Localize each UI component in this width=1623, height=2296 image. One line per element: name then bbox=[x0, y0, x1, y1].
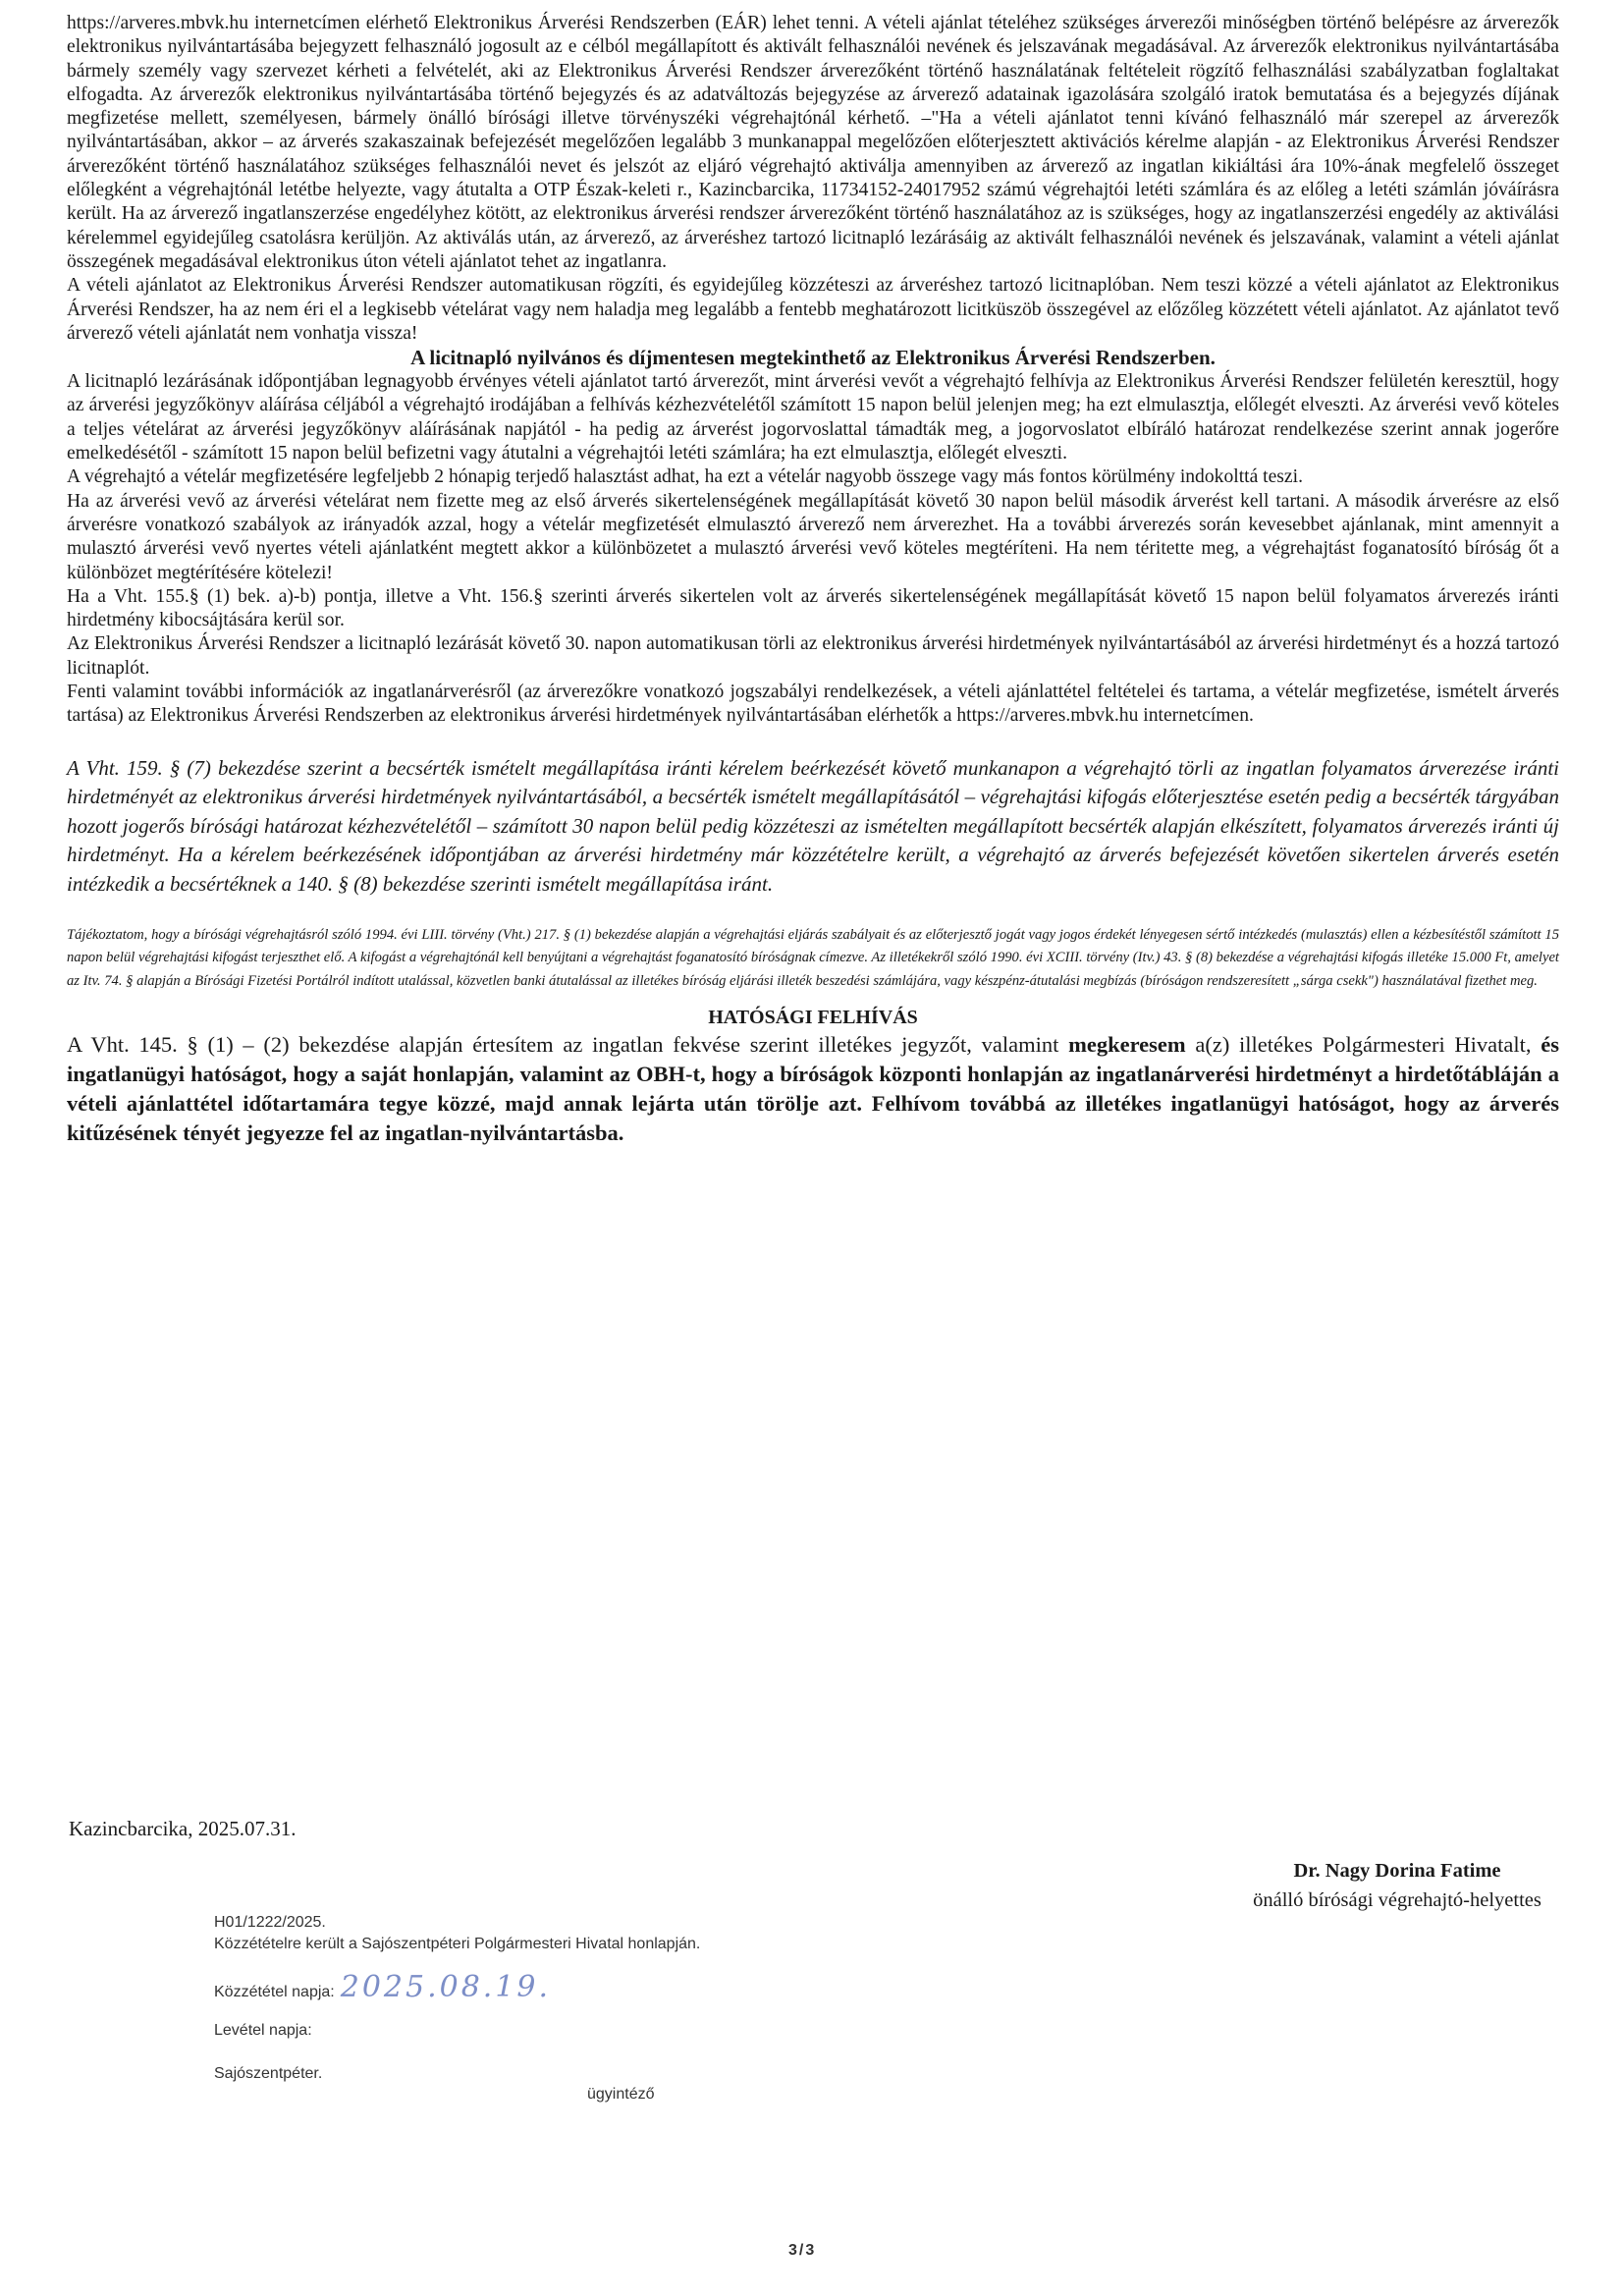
signatory-title: önálló bírósági végrehajtó-helyettes bbox=[1253, 1889, 1542, 1911]
publication-stamp bbox=[214, 1912, 700, 2106]
paragraph-deletion: Az Elektronikus Árverési Rendszer a licitnapló lezárását követő 30. napon automatikusan törli az elektronikus árverési hirdetmények nyilvántartásából az árverési hirdetményt és a hozzá tartozó licitnaplót. bbox=[67, 633, 1559, 679]
paragraph-second-auction: Ha az árverési vevő az árverési vételárat nem fizette meg az első árverés sikertelenségének megállapítását követő 30 napon belül második árverést kell tartani. A második árverésre az első árverésre vonatkozó szabályok az irányadók azzal, hogy a vételár megfizetését elmulasztó árverező nem árverezhet. Ha a további árverezés során kevesebbet ajánlanak, mint amennyit a mulasztó árverési vevő nyertes vételi ajánlatként megtett akkor a különbözetet a mulasztó árverési vevő köteles megtéríteni. Ha nem téritette meg, a végrehajtást foganatosító bíróság őt a különbözet megtérítésére kötelezi! bbox=[67, 490, 1559, 583]
hatosagi-part2: megkeresem bbox=[1068, 1031, 1186, 1057]
signatory-name: Dr. Nagy Dorina Fatime bbox=[1293, 1860, 1501, 1882]
heading-hatosagi-felhivas: HATÓSÁGI FELHÍVÁS bbox=[708, 1006, 918, 1028]
stamp-clerk: ügyintéző bbox=[587, 2086, 655, 2103]
signature-block bbox=[1171, 1856, 1623, 1915]
paragraph-vht-159: A Vht. 159. § (7) bekezdése szerint a becsérték ismételt megállapítása iránti kérelem beérkezését követő munkanapon a végrehajtó törli az ingatlan folyamatos árverezése iránti hirdetményét az elektronikus árverési hirdetmények nyilvántartásából, a becsérték ismételt megállapításától – végrehajtási kifogás előterjesztése esetén pedig a becsérték tárgyában hozott jogerős bírósági határozat kézhezvételétől – számított 30 napon belül pedig közzéteszi az ismételten megállapított becsérték alapján elkészített, folyamatos árverezés iránti új hirdetményt. Ha a kérelem beérkezésének időpontjában az árverési hirdetmény már közzétételre került, a végrehajtó az árverés befejezését követően sikertelen árverés esetén intézkedik a becsértéknek a 140. § (8) bekezdése szerinti ismételt megállapítása iránt. bbox=[67, 755, 1559, 896]
stamp-removal-label: Levétel napja: bbox=[214, 2022, 312, 2039]
paragraph-hatosagi bbox=[67, 1030, 1559, 1148]
stamp-line: Közzétételre került a Sajószentpéteri Polgármesteri Hivatal honlapján. bbox=[214, 1936, 701, 1952]
hatosagi-part3: a(z) illetékes Polgármesteri Hivatalt, bbox=[1185, 1031, 1542, 1057]
hatosagi-part1: A Vht. 145. § (1) – (2) bekezdése alapján értesítem az ingatlan fekvése szerint illetékes jegyzőt, valamint bbox=[67, 1031, 1069, 1057]
document-page bbox=[67, 12, 1559, 1148]
paragraph-info: Fenti valamint további információk az ingatlanárverésről (az árverezőkre vonatkozó jogszabályi rendelkezések, a vételi ajánlattétel feltételei és tartama, a vételár megfizetése, ismételt árverés tartása) az Elektronikus Árverési Rendszerben az elektronikus árverési hirdetmények nyilvántartásában elérhetők a https://arveres.mbvk.hu internetcímen. bbox=[67, 682, 1559, 727]
paragraph-deferral: A végrehajtó a vételár megfizetésére legfeljebb 2 hónapig terjedő halasztást adhat, ha ezt a vételár nagyobb összege vagy más fontos körülmény indokolttá teszi. bbox=[67, 466, 1303, 488]
paragraph-legal-remedy: Tájékoztatom, hogy a bírósági végrehajtásról szóló 1994. évi LIII. törvény (Vht.) 217. § (1) bekezdése alapján a végrehajtási eljárás szabályait és az előterjesztő jogát vagy jogos érdekét lényegesen sértő intézkedés (mulasztás) ellen a kézbesítéstől számított 15 napon belül végrehajtási kifogást terjeszthet elő. A kifogást a végrehajtónál kell benyújtani a végrehajtást foganatosító bíróságnak címezve. Az illetékekről szóló 1990. évi XCIII. törvény (Itv.) 43. § (8) bekezdése a végrehajtási kifogás illetéke 15.000 Ft, amelyet az Itv. 74. § alapján a Bírósági Fizetési Portálról indított utalással, közvetlen banki átutalással az illetékes bíróság eljárási illeték beszedési számlájára, vagy készpénz-átutalási megbízás (bíróságon rendszeresített „sárga csekk") használatával fizethet meg. bbox=[67, 927, 1559, 989]
stamp-pub-date-handwritten: 2025.08.19. bbox=[340, 1970, 552, 2004]
hatosagi-part4: és ingatlanügyi hatóságot, hogy a saját honlapján, valamint az OBH-t, hogy a bíróságok központi honlapján az ingatlanárverési hirdetményt a hirdetőtábláján a vételi ajánlattétel időtartamára tegye közzé, majd annak lejárta után törölje azt. Felhívom továbbá az illetékes ingatlanügyi hatóságot, hogy az árverés kitűzésének tényét jegyezze fel az ingatlan-nyilvántartásba. bbox=[67, 1031, 1559, 1145]
paragraph-winner: A licitnapló lezárásának időpontjában legnagyobb érvényes vételi ajánlatot tartó árverezőt, mint árverési vevőt a végrehajtó felhívja az Elektronikus Árverési Rendszer felületén keresztül, hogy az árverési jegyzőkönyv aláírása céljából a végrehajtó irodájában a felhívás kézhezvételétől számított 15 napon belül jelenjen meg; ha ezt elmulasztja, előlegét elveszti. Az árverési vevő köteles a teljes vételárat az árverési jegyzőkönyv aláírásának napjától - ha pedig az árverést jogorvoslattal támadták meg, a jogorvoslatot elbíráló határozat rendelkezése szerint annak jogerőre emelkedésétől - számított 15 napon belül befizetni vagy átutalni a végrehajtói letéti számlára; ha ezt elmulasztja, előlegét elveszti. bbox=[67, 371, 1559, 465]
paragraph-bid-recording: A vételi ajánlatot az Elektronikus Árverési Rendszer automatikusan rögzíti, és egyidejűleg közzéteszi az árveréshez tartozó licitnaplóban. Nem teszi közzé a vételi ajánlatot az Elektronikus Árverési Rendszer, ha az nem éri el a legkisebb vételárat vagy nem haladja meg legalább a fentebb meghatározott licitküszöb összegével az előzőleg közzétett vételi ajánlatot. Az ajánlatot tevő árverező vételi ajánlatát nem vonhatja vissza! bbox=[67, 275, 1559, 344]
heading-licitnaplo: A licitnapló nyilvános és díjmentesen megtekinthető az Elektronikus Árverési Rendszerben. bbox=[410, 346, 1216, 370]
place-date: Kazincbarcika, 2025.07.31. bbox=[69, 1817, 297, 1840]
page-number: 3/3 bbox=[788, 2242, 817, 2259]
stamp-ref: H01/1222/2025. bbox=[214, 1914, 326, 1931]
paragraph-continuous-auction: Ha a Vht. 155.§ (1) bek. a)-b) pontja, illetve a Vht. 156.§ szerinti árverés sikertelen volt az árverés sikertelenségének megállapítását követő 15 napon belül folyamatos árverezés iránti hirdetmény kibocsájtására kerül sor. bbox=[67, 585, 1559, 631]
stamp-town: Sajószentpéter. bbox=[214, 2065, 323, 2082]
stamp-pub-label: Közzététel napja: bbox=[214, 1984, 335, 2000]
paragraph-auction-access: https://arveres.mbvk.hu internetcímen elérhető Elektronikus Árverési Rendszerben (EÁR) lehet tenni. A vételi ajánlat tételéhez szükséges árverezői minőségben történő belépésre az árverezők elektronikus nyilvántartásába bejegyzett felhasználó jogosult az e célból megállapított és aktivált felhasználói nevének és jelszavának megadásával. Az árverezők elektronikus nyilvántartásába bármely személy vagy szervezet kérheti a felvételét, aki az Elektronikus Árverési Rendszer árverezőként történő használatának feltételeit rögzítő felhasználási szabályzatban foglaltakat elfogadta. Az árverezők elektronikus nyilvántartásába történő bejegyzés és az adatváltozás bejegyzése az árverező adatainak igazolására szolgáló iratok bemutatása és a bejegyzés díjának megfizetése mellett, személyesen, bármely önálló bírósági illetve törvényszéki végrehajtónál kérhető. –"Ha a vételi ajánlatot tenni kívánó felhasználó már szerepel az árverezők nyilvántartásában, akkor – az árverés szakaszainak befejezését megelőzően legalább 3 munkanappal megelőzően előterjesztett aktivációs kérelme alapján - az Elektronikus Árverési Rendszer árverezőként történő használatához szükséges felhasználói nevet és jelszót az eljáró végrehajtó aktiválja amennyiben az árverező az ingatlan kikiáltási ára 10%-ának megfelelő összeget előlegként a végrehajtónál letétbe helyezte, vagy átutalta a OTP Észak-keleti r., Kazincbarcika, 11734152-24017952 számú végrehajtói letéti számlára és az előleg a letéti számlán jóváírásra került. Ha az árverező ingatlanszerzése engedélyhez kötött, az elektronikus árverési rendszer árverezőként történő használatához az is szükséges, hogy az ingatlanszerzési engedély az aktiválási kérelemmel egyidejűleg csatolásra kerüljön. Az aktiválás után, az árverező, az árveréshez tartozó licitnapló lezárásáig az aktivált felhasználói nevének és jelszavának, valamint a vételi ajánlat összegének megadásával elektronikus úton vételi ajánlatot tehet az ingatlanra. bbox=[67, 13, 1559, 272]
stamp-pub-row bbox=[214, 1970, 700, 2020]
